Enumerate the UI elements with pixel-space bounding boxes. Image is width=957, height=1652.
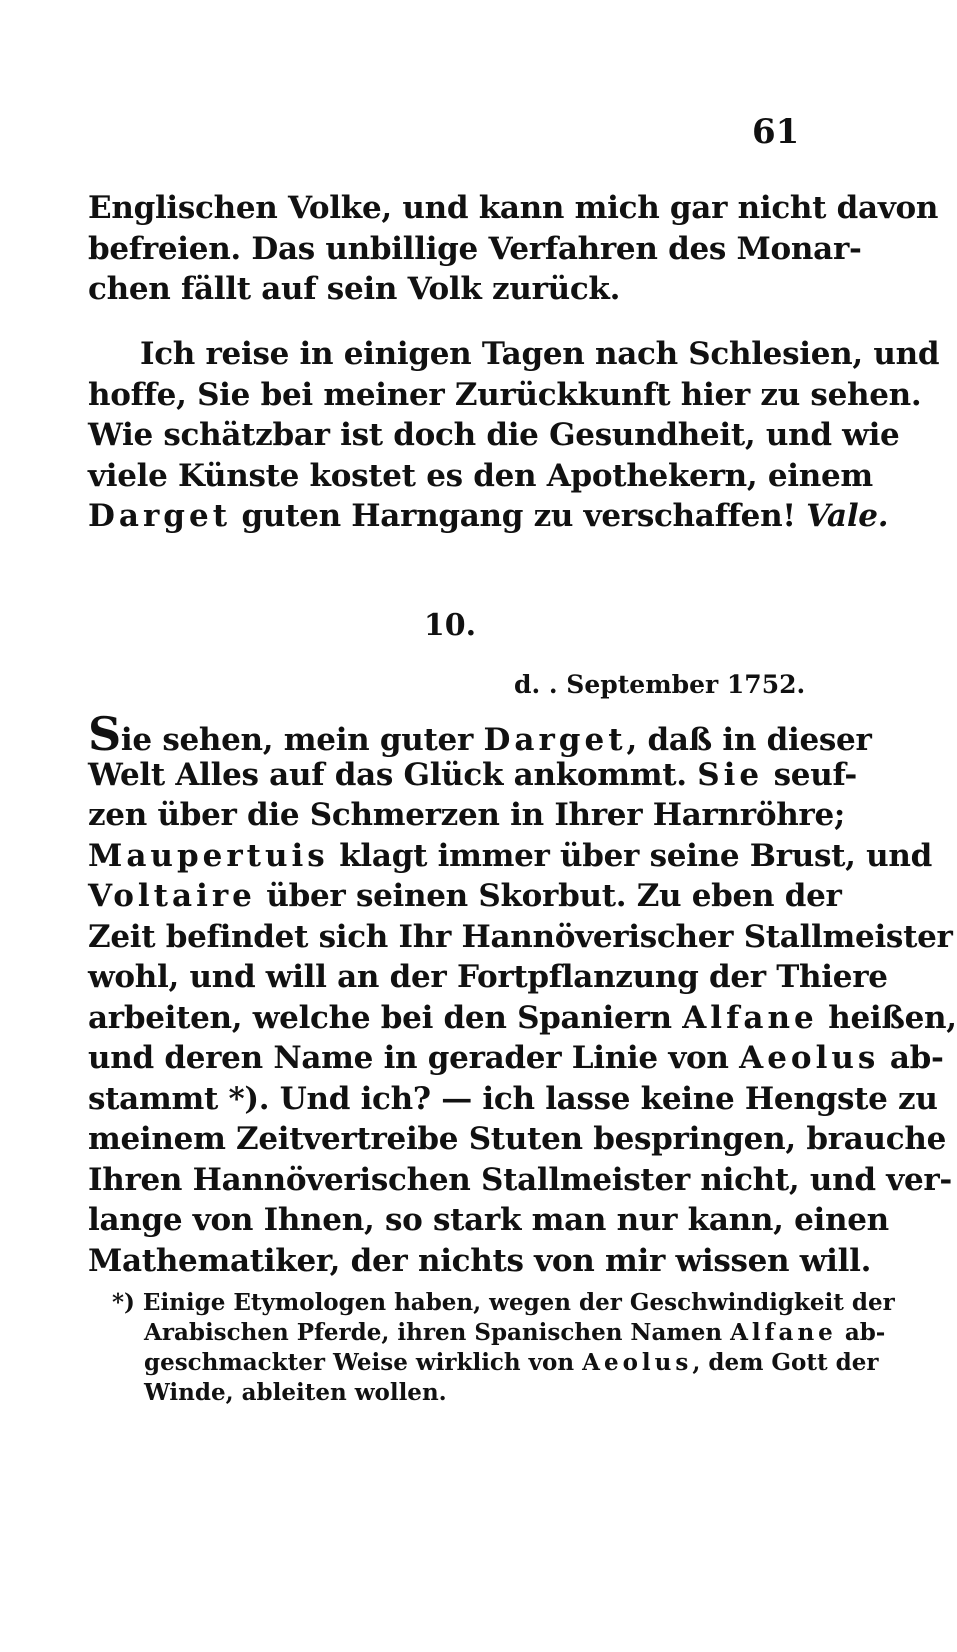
text-line xyxy=(88,707,872,761)
text-line xyxy=(88,876,842,917)
text-run: heißen, xyxy=(817,999,957,1036)
text-line: Wie schätzbar ist doch die Gesundheit, und wie xyxy=(88,417,900,453)
spaced-name: Maupertuis xyxy=(88,837,329,874)
text-run: klagt immer über seine Brust, und xyxy=(328,837,932,874)
text-run: geschmackter Weise wirklich von xyxy=(144,1349,583,1376)
spaced-name: Aeolus xyxy=(582,1349,693,1376)
drop-capital: S xyxy=(88,707,121,761)
text-run: Welt Alles auf das Glück ankommt. xyxy=(88,756,698,793)
text-line: Zeit befindet sich Ihr Hannöverischer Stallmeister xyxy=(88,918,953,955)
page-number: 61 xyxy=(752,112,800,152)
spaced-name: Alfane xyxy=(682,999,818,1036)
text-run: und deren Name in gerader Linie von xyxy=(88,1040,740,1076)
letter-number: 10. xyxy=(423,608,477,643)
text-line: wohl, und will an der Fortpflanzung der Thiere xyxy=(88,959,888,995)
text-run: ab- xyxy=(879,1040,944,1076)
text-line: Englischen Volke, und kann mich gar nicht davon xyxy=(88,190,939,226)
text-run: seuf- xyxy=(763,756,857,793)
text-run: ab- xyxy=(836,1319,886,1346)
text-run: arbeiten, welche bei den Spaniern xyxy=(88,999,683,1036)
text-line: meinem Zeitvertreibe Stuten bespringen, brauche xyxy=(88,1121,947,1157)
text-line: viele Künste kostet es den Apothekern, einem xyxy=(88,457,873,494)
text-line: Mathematiker, der nichts von mir wissen will. xyxy=(88,1242,872,1279)
footnote xyxy=(112,1288,895,1408)
text-line: befreien. Das unbillige Verfahren des Monar- xyxy=(88,230,862,267)
footnote-line xyxy=(112,1318,886,1348)
spaced-name: Sie xyxy=(697,756,764,793)
footnote-line xyxy=(112,1348,879,1378)
spaced-name: Darget xyxy=(88,498,232,534)
text-line: hoffe, Sie bei meiner Zurückkunft hier zu sehen. xyxy=(88,376,922,413)
text-line xyxy=(88,1038,944,1079)
text-line: chen fällt auf sein Volk zurück. xyxy=(88,271,621,307)
spaced-name: Alfane xyxy=(730,1319,837,1346)
text-line xyxy=(88,755,857,796)
text-line: stammt *). Und ich? — ich lasse keine Hengste zu xyxy=(88,1080,938,1117)
paragraph-continuation xyxy=(88,188,939,310)
text-line: Ihren Hannöverischen Stallmeister nicht, und ver- xyxy=(88,1161,953,1198)
text-run: Arabischen Pferde, ihren Spanischen Namen xyxy=(144,1319,731,1346)
text-run: , daß in dieser xyxy=(626,722,872,758)
text-line: zen über die Schmerzen in Ihrer Harnröhre; xyxy=(88,797,846,833)
latin-closing: Vale. xyxy=(806,498,889,534)
text-run: guten Harngang zu verschaffen! xyxy=(231,498,807,534)
letter-body xyxy=(88,707,957,1281)
text-run: über seinen Skorbut. Zu eben der xyxy=(255,878,842,914)
text-line xyxy=(88,496,889,537)
dateline: d. . September 1752. xyxy=(514,670,806,699)
spaced-name: Voltaire xyxy=(88,878,256,914)
text-run: , dem Gott der xyxy=(692,1349,879,1376)
footnote-line: Winde, ableiten wollen. xyxy=(144,1379,447,1406)
text-line: Ich reise in einigen Tagen nach Schlesien, und xyxy=(140,336,940,372)
text-line: lange von Ihnen, so stark man nur kann, einen xyxy=(88,1202,889,1238)
text-run: ie sehen, mein guter xyxy=(120,722,484,758)
text-line xyxy=(88,836,932,877)
spaced-name: Aeolus xyxy=(739,1040,880,1076)
paragraph-closing xyxy=(88,334,940,537)
text-line xyxy=(88,998,957,1039)
footnote-line: *) Einige Etymologen haben, wegen der Geschwindigkeit der xyxy=(112,1289,895,1316)
spaced-name: Darget xyxy=(483,722,627,758)
